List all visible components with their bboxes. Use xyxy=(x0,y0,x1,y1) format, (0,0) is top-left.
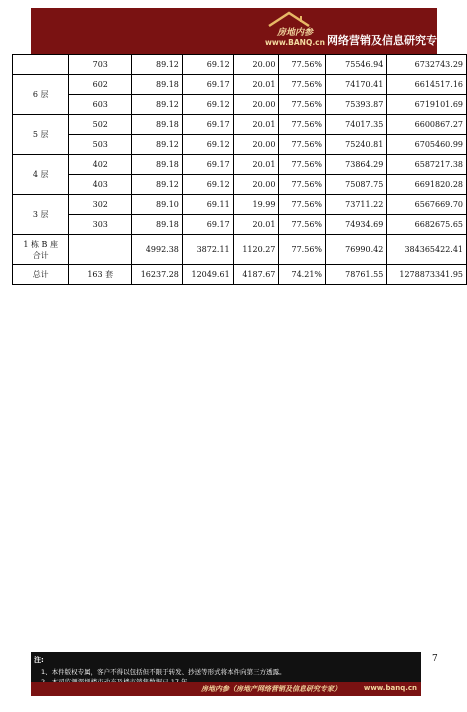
unit-cell: 602 xyxy=(69,75,132,95)
value-cell: 4992.38 xyxy=(132,235,183,265)
price-cell: 75087.75 xyxy=(326,175,387,195)
total-cell: 6614517.16 xyxy=(387,75,467,95)
floor-cell: 6 层 xyxy=(13,75,69,115)
ratio-cell: 77.56% xyxy=(279,235,326,265)
value-cell: 69.12 xyxy=(182,95,233,115)
subtotal-label-line2: 合计 xyxy=(32,250,49,260)
unit-cell xyxy=(69,235,132,265)
footer-bar xyxy=(31,682,421,696)
value-cell: 89.18 xyxy=(132,155,183,175)
subtotal-label-line1: 1 栋 B 座 xyxy=(23,239,58,249)
ratio-cell: 77.56% xyxy=(279,95,326,115)
unit-cell: 703 xyxy=(69,55,132,75)
value-cell: 20.01 xyxy=(233,115,279,135)
table-row xyxy=(13,95,467,115)
unit-cell: 603 xyxy=(69,95,132,115)
ratio-cell: 77.56% xyxy=(279,55,326,75)
note-title: 注: xyxy=(34,656,44,664)
value-cell: 1120.27 xyxy=(233,235,279,265)
unit-count-cell: 163 套 xyxy=(69,265,132,285)
value-cell: 20.00 xyxy=(233,95,279,115)
sales-table xyxy=(12,54,467,285)
total-cell: 6567669.70 xyxy=(387,195,467,215)
unit-cell: 402 xyxy=(69,155,132,175)
ratio-cell: 77.56% xyxy=(279,115,326,135)
table-row xyxy=(13,115,467,135)
total-cell: 384365422.41 xyxy=(387,235,467,265)
unit-cell: 403 xyxy=(69,175,132,195)
ratio-cell: 77.56% xyxy=(279,215,326,235)
brand-name: 房地内参 xyxy=(277,28,314,38)
unit-cell: 303 xyxy=(69,215,132,235)
table-row xyxy=(13,215,467,235)
floor-cell: 5 层 xyxy=(13,115,69,155)
total-cell: 6587217.38 xyxy=(387,155,467,175)
price-cell: 74017.35 xyxy=(326,115,387,135)
value-cell: 69.12 xyxy=(182,135,233,155)
grand-total-label: 总计 xyxy=(13,265,69,285)
price-cell: 75393.87 xyxy=(326,95,387,115)
ratio-cell: 77.56% xyxy=(279,135,326,155)
value-cell: 69.17 xyxy=(182,115,233,135)
value-cell: 89.12 xyxy=(132,55,183,75)
value-cell: 3872.11 xyxy=(182,235,233,265)
value-cell: 20.01 xyxy=(233,155,279,175)
subtotal-row xyxy=(13,235,467,265)
price-cell: 78761.55 xyxy=(326,265,387,285)
ratio-cell: 77.56% xyxy=(279,195,326,215)
brand-site: www.BANQ.cn xyxy=(265,38,325,47)
unit-cell: 503 xyxy=(69,135,132,155)
value-cell: 89.18 xyxy=(132,75,183,95)
floor-cell: 3 层 xyxy=(13,195,69,235)
value-cell: 20.00 xyxy=(233,175,279,195)
table-row xyxy=(13,155,467,175)
value-cell: 4187.67 xyxy=(233,265,279,285)
table-row xyxy=(13,55,467,75)
price-cell: 74170.41 xyxy=(326,75,387,95)
ratio-cell: 77.56% xyxy=(279,75,326,95)
value-cell: 16237.28 xyxy=(132,265,183,285)
unit-cell: 502 xyxy=(69,115,132,135)
value-cell: 20.00 xyxy=(233,55,279,75)
value-cell: 69.17 xyxy=(182,215,233,235)
value-cell: 89.10 xyxy=(132,195,183,215)
header-banner xyxy=(31,8,448,54)
footer-url: www.banq.cn xyxy=(363,684,417,692)
value-cell: 20.01 xyxy=(233,215,279,235)
value-cell: 20.00 xyxy=(233,135,279,155)
footer-brand: 房地内参（房地产网络营销及信息研究专家） xyxy=(201,684,341,693)
ratio-cell: 74.21% xyxy=(279,265,326,285)
value-cell: 89.12 xyxy=(132,95,183,115)
ratio-cell: 77.56% xyxy=(279,155,326,175)
value-cell: 69.11 xyxy=(182,195,233,215)
price-cell: 75240.81 xyxy=(326,135,387,155)
total-cell: 6705460.99 xyxy=(387,135,467,155)
price-cell: 74934.69 xyxy=(326,215,387,235)
floor-cell: 4 层 xyxy=(13,155,69,195)
floor-cell xyxy=(13,55,69,75)
grand-total-row xyxy=(13,265,467,285)
price-cell: 73711.22 xyxy=(326,195,387,215)
page-number: 7 xyxy=(432,654,438,664)
value-cell: 20.01 xyxy=(233,75,279,95)
unit-cell: 302 xyxy=(69,195,132,215)
table-row xyxy=(13,195,467,215)
value-cell: 89.12 xyxy=(132,135,183,155)
total-cell: 6691820.28 xyxy=(387,175,467,195)
total-cell: 1278873341.95 xyxy=(387,265,467,285)
value-cell: 69.17 xyxy=(182,75,233,95)
note-line-1: 1、本件版权专属，客户不得以包括但不限于转发、抄送等形式将本件向第三方透露。 xyxy=(41,668,286,676)
total-cell: 6732743.29 xyxy=(387,55,467,75)
total-cell: 6600867.27 xyxy=(387,115,467,135)
subtotal-label xyxy=(13,235,69,265)
table-row xyxy=(13,175,467,195)
value-cell: 89.18 xyxy=(132,215,183,235)
value-cell: 19.99 xyxy=(233,195,279,215)
value-cell: 89.18 xyxy=(132,115,183,135)
value-cell: 69.17 xyxy=(182,155,233,175)
brand-slogan: 网络营销及信息研究专家 xyxy=(327,34,448,47)
value-cell: 69.12 xyxy=(182,55,233,75)
value-cell: 12049.61 xyxy=(182,265,233,285)
value-cell: 89.12 xyxy=(132,175,183,195)
total-cell: 6719101.69 xyxy=(387,95,467,115)
total-cell: 6682675.65 xyxy=(387,215,467,235)
table-row xyxy=(13,75,467,95)
price-cell: 75546.94 xyxy=(326,55,387,75)
table-row xyxy=(13,135,467,155)
price-cell: 76990.42 xyxy=(326,235,387,265)
price-cell: 73864.29 xyxy=(326,155,387,175)
value-cell: 69.12 xyxy=(182,175,233,195)
ratio-cell: 77.56% xyxy=(279,175,326,195)
